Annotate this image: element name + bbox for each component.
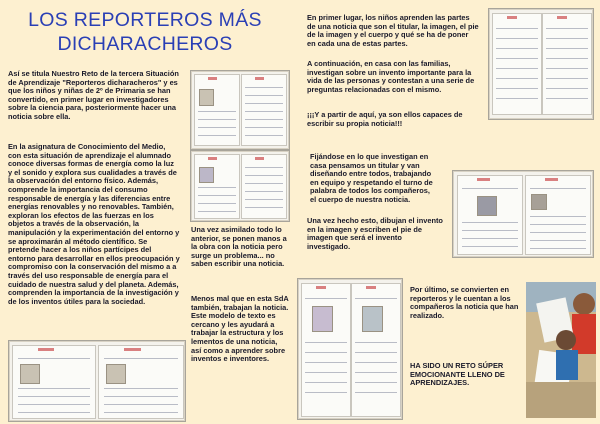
children-reading-image: [526, 282, 596, 418]
reporters-paragraph: Por último, se convierten en reporteros y le cuentan a los compañeros la noticia que han realizado.: [410, 285, 519, 320]
drawing-paragraph: Una vez hecho esto, dibujan el invento en la imagen y escriben el pie de imagen que será el invento investigado.: [307, 216, 443, 251]
intro-paragraph: Así se titula Nuestro Reto de la tercera Situación de Aprendizaje "Reporteros dicharacheros" y es que los niños y niñas de 2º de Primaria se han convertido, en primer lugar en investigadores sobre la ciencia para, posteriormente hacer una noticia sobre ella.: [8, 69, 179, 121]
write-news-paragraph: ¡¡¡Y a partir de aquí, ya son ellos capaces de escribir su propia noticia!!!: [307, 110, 463, 128]
family-research-paragraph: A continuación, en casa con las familias, investigan sobre un invento importante para la vida de las personas y contestan a una serie de preguntas relacionadas con el mismo.: [307, 59, 475, 94]
worksheet-photo-4: [488, 8, 594, 120]
worksheet-photo-1: [190, 70, 290, 150]
news-model-paragraph: Menos mal que en esta SdA también, trabajan la noticia. Este modelo de texto es cercano y les ayudará a trabajar la estructura y los lementos de una noticia, así como a aprender sobre inventos e inventores.: [191, 294, 289, 364]
science-paragraph: En la asignatura de Conocimiento del Medio, con esta situación de aprendizaje el alumnado conoce diversas formas de energía como la luz y el sonido y explora sus cualidades a través de la observación del entorno físico. Además, comprende la importancia del consumo responsable de energía y las diferencias entre energías renovables y no renovables. También, exploran los efectos de las fuerzas en los objetos a través de la observación, la manipulación y la experimentación del entorno y se aproximarán al método científico. Se pretende hacer a los niños partícipes del entorno para desarrollar en ellos preocupación y compromiso con la conservación del mismo a a través del uso responsable de energía para el cuidado de nuestra salud y del planeta. Además, comprenden la importancia de la investigación y de los inventos útiles para la sociedad.: [8, 142, 180, 306]
problem-paragraph: Una vez asimilado todo lo anterior, se ponen manos a la obra con la noticia pero surge un problema... no saben escribir una noticia.: [191, 225, 287, 269]
parts-paragraph: En primer lugar, los niños aprenden las partes de una noticia que son el titular, la imagen, el pie de la imagen y el cuerpo y qué se ha de poner en cada una de estas partes.: [307, 13, 479, 48]
worksheet-photo-3: [8, 340, 186, 422]
headline-paragraph: Fijándose en lo que investigan en casa pensamos un titular y van diseñando entre todos, trabajando en equipo y respetando el turno de palabra de todos los compañeros, el cuerpo de nuestra noticia.: [310, 152, 433, 204]
worksheet-photo-6: [297, 278, 403, 420]
page-title: LOS REPORTEROS MÁS DICHARACHEROS: [28, 9, 262, 55]
worksheet-photo-2: [190, 150, 290, 222]
closing-paragraph: HA SIDO UN RETO SÚPER EMOCIONANTE LLENO DE APRENDIZAJES.: [410, 361, 505, 388]
worksheet-photo-5: [452, 170, 594, 258]
children-photo: [526, 282, 596, 418]
